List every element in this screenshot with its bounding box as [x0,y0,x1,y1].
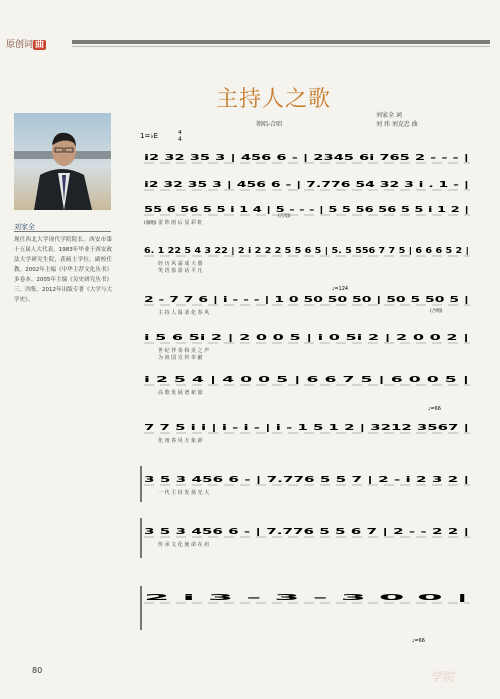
music-row: 7 7 5 i i | i - i - | i - 1 5 1 2 | 3212 3567 | [144,423,469,432]
header-rule [72,40,490,44]
marking-chorus-1: (合唱) [278,214,291,219]
lyric-line: 传 承 文 化 使 命 在 肩 [158,542,210,548]
tempo-mark-1: ♩=124 [332,286,349,292]
lyric-line: 高 歌 发 展 谱 新 篇 [158,390,203,396]
music-row: 55 6 56 5 5 i 1 4 | 5 - - - | 5 5 56 56 5 5 i 1 2 | [144,205,469,214]
music-row: i2 32 35 3 | 456 6 - | 2345 6i 765 2 - - - | [144,153,469,162]
section-label-highlight: 曲 [35,40,45,50]
music-row: 2 - 7 7 6 | i - - - | 1 0 50 50 50 | 50 5 50 5 | [144,295,469,304]
marking-chorus-2: (合唱) [430,309,443,314]
lyric-line: 经 历 风 霜 成 大 器 [158,261,203,267]
marking-solo: (领唱) [144,221,157,226]
lyric-line: 雷 阵 雨 后 显 彩 虹 [158,220,203,226]
author-bio: 现任西北大学现代学院院长。西安市第十五届人大代表。1983年毕业于西安政法大学研究生院，获硕士学位。副校任教。2002年主编《中华主荐文化丛书》多卷本。2005年主编《吴史研究丛书》三。四集。2012年出版专著《大学与大学史》。 [14,237,112,303]
lyric-line: 世 纪 伴 奏 和 美 之 声 [158,348,210,354]
author-name: 刘家全 [14,223,35,231]
header-rule-thin [72,46,490,47]
time-signature-top: 4 [178,130,182,136]
key-signature: 1=♭E [140,132,159,140]
lyric-line: 笑 语 盈 盈 话 平 凡 [158,268,203,274]
lyric-line: 一 代 主 持 发 扬 光 大 [158,490,210,496]
music-row: 2 i 3 - 3 - 3 0 0 | [144,593,469,602]
lyricist-credit: 刘家全 词 [376,112,402,119]
music-row: i 2 5 4 | 4 0 0 5 | 6 6 7 5 | 6 0 0 5 | [144,375,470,384]
tempo-mark-3: ♩=66 [412,638,425,644]
song-title: 主持人之歌 [216,87,332,112]
song-subtitle: 领唱-合唱 [256,121,283,128]
lyric-line: 化 雨 春 风 万 象 新 [158,438,203,444]
lyric-line: 主 持 人 温 柔 化 春 风 [158,310,210,316]
page-number: 80 [32,666,43,675]
section-label [6,37,46,50]
lyric-line: 为 祖 国 宣 传 奉 献 [158,355,203,361]
music-row: 3 5 3 456 6 - | 7.776 5 5 6 7 | 2 - - 2 2 | [144,527,469,536]
music-row: i2 32 35 3 | 456 6 - | 7.776 54 32 3 i . 1 - | [144,180,469,189]
music-score [140,130,480,655]
watermark: 学院 [430,670,455,684]
time-signature-bottom: 4 [178,136,182,143]
composer-credit: 刘 玮 刘克忠 曲 [376,121,418,128]
music-row: 6. 1 22 5 4 3 22 | 2 i 2 2 2 5 5 6 5 | 5. 5 556 7 7 5 | 6 6 6 5 2 | [144,246,469,255]
music-row: 3 5 3 456 6 - | 7.776 5 5 7 | 2 - i 2 3 2 | [144,475,469,484]
music-row: i 5 6 5i 2 | 2 0 0 5 | i 0 5i 2 | 2 0 0 2 | [144,333,469,342]
section-label-text: 原创词 [6,40,34,50]
author-divider [14,231,111,232]
author-photo [14,113,111,210]
tempo-mark-2: ♩=66 [428,406,441,412]
